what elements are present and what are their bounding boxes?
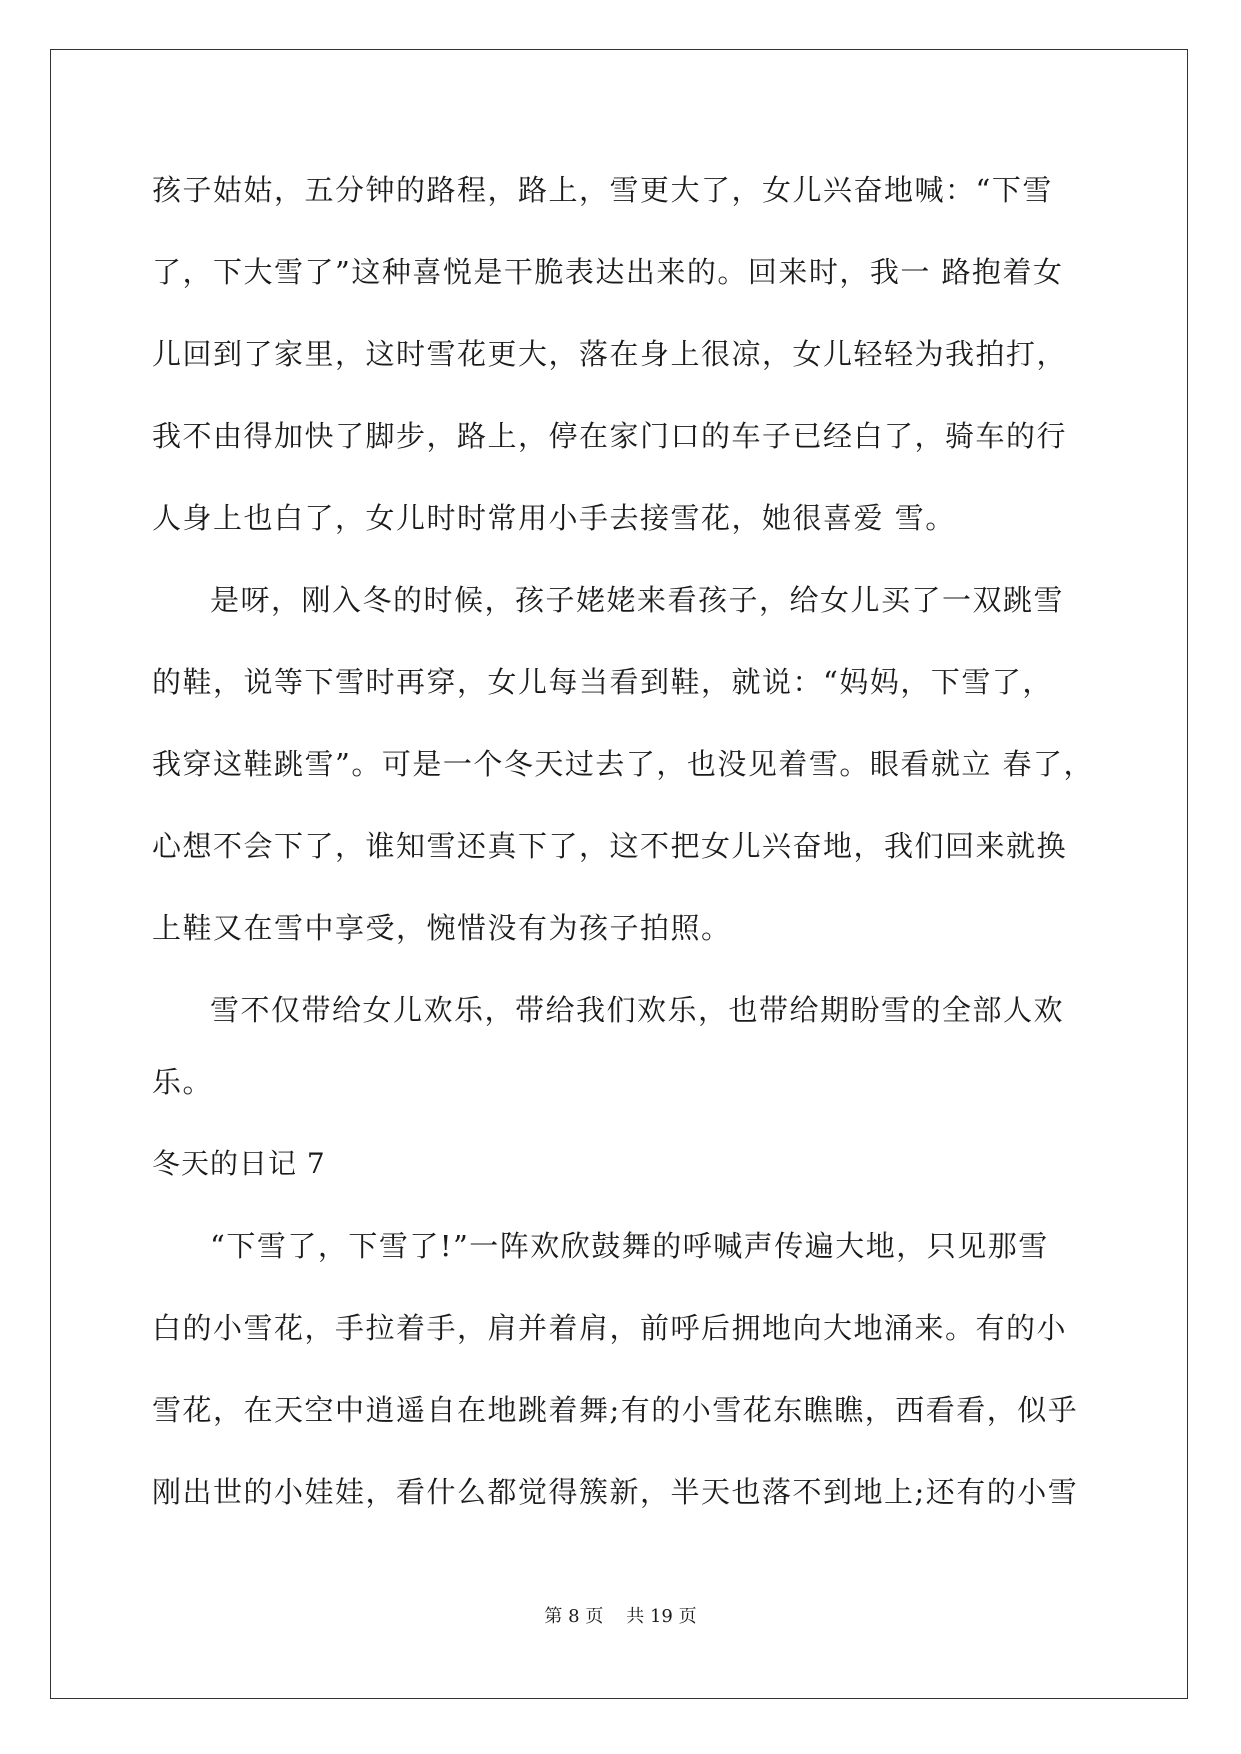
page-footer — [0, 1605, 1241, 1629]
paragraph-line: 雪花，在天空中逍遥自在地跳着舞;有的小雪花东瞧瞧，西看看，似乎 — [152, 1393, 1079, 1427]
paragraph-line: 白的小雪花，手拉着手，肩并着肩，前呼后拥地向大地涌来。有的小 — [152, 1311, 1068, 1345]
total-pages: 共 19 页 — [626, 1606, 697, 1627]
page-number: 第 8 页 — [544, 1606, 604, 1627]
paragraph-line: 雪不仅带给女儿欢乐，带给我们欢乐，也带给期盼雪的全部人欢 — [210, 993, 1065, 1027]
paragraph-line: “下雪了，下雪了!”一阵欢欣鼓舞的呼喊声传遍大地，只见那雪 — [210, 1229, 1049, 1263]
paragraph-line: 的鞋，说等下雪时再穿，女儿每当看到鞋，就说：“妈妈，下雪了， — [152, 665, 1053, 699]
paragraph-line: 儿回到了家里，这时雪花更大，落在身上很凉，女儿轻轻为我拍打， — [152, 337, 1068, 371]
paragraph-line: 了，下大雪了”这种喜悦是干脆表达出来的。回来时，我一 路抱着女 — [152, 255, 1064, 289]
paragraph-line: 人身上也白了，女儿时时常用小手去接雪花，她很喜爱 雪。 — [152, 501, 956, 535]
paragraph-line: 是呀，刚入冬的时候，孩子姥姥来看孩子，给女儿买了一双跳雪 — [210, 583, 1065, 617]
section-title: 冬天的日记 7 — [152, 1147, 326, 1180]
paragraph-line: 乐。 — [152, 1065, 214, 1099]
paragraph-line: 刚出世的小娃娃，看什么都觉得簇新，半天也落不到地上;还有的小雪 — [152, 1475, 1079, 1509]
paragraph-line: 孩子姑姑，五分钟的路程，路上，雪更大了，女儿兴奋地喊：“下雪 — [152, 173, 1053, 207]
paragraph-line: 我穿这鞋跳雪”。可是一个冬天过去了，也没见着雪。眼看就立 春了， — [152, 747, 1095, 781]
page-border — [50, 49, 1188, 1699]
paragraph-line: 我不由得加快了脚步，路上，停在家门口的车子已经白了，骑车的行 — [152, 419, 1068, 453]
paragraph-line: 心想不会下了，谁知雪还真下了，这不把女儿兴奋地，我们回来就换 — [152, 829, 1068, 863]
paragraph-line: 上鞋又在雪中享受，惋惜没有为孩子拍照。 — [152, 911, 732, 945]
